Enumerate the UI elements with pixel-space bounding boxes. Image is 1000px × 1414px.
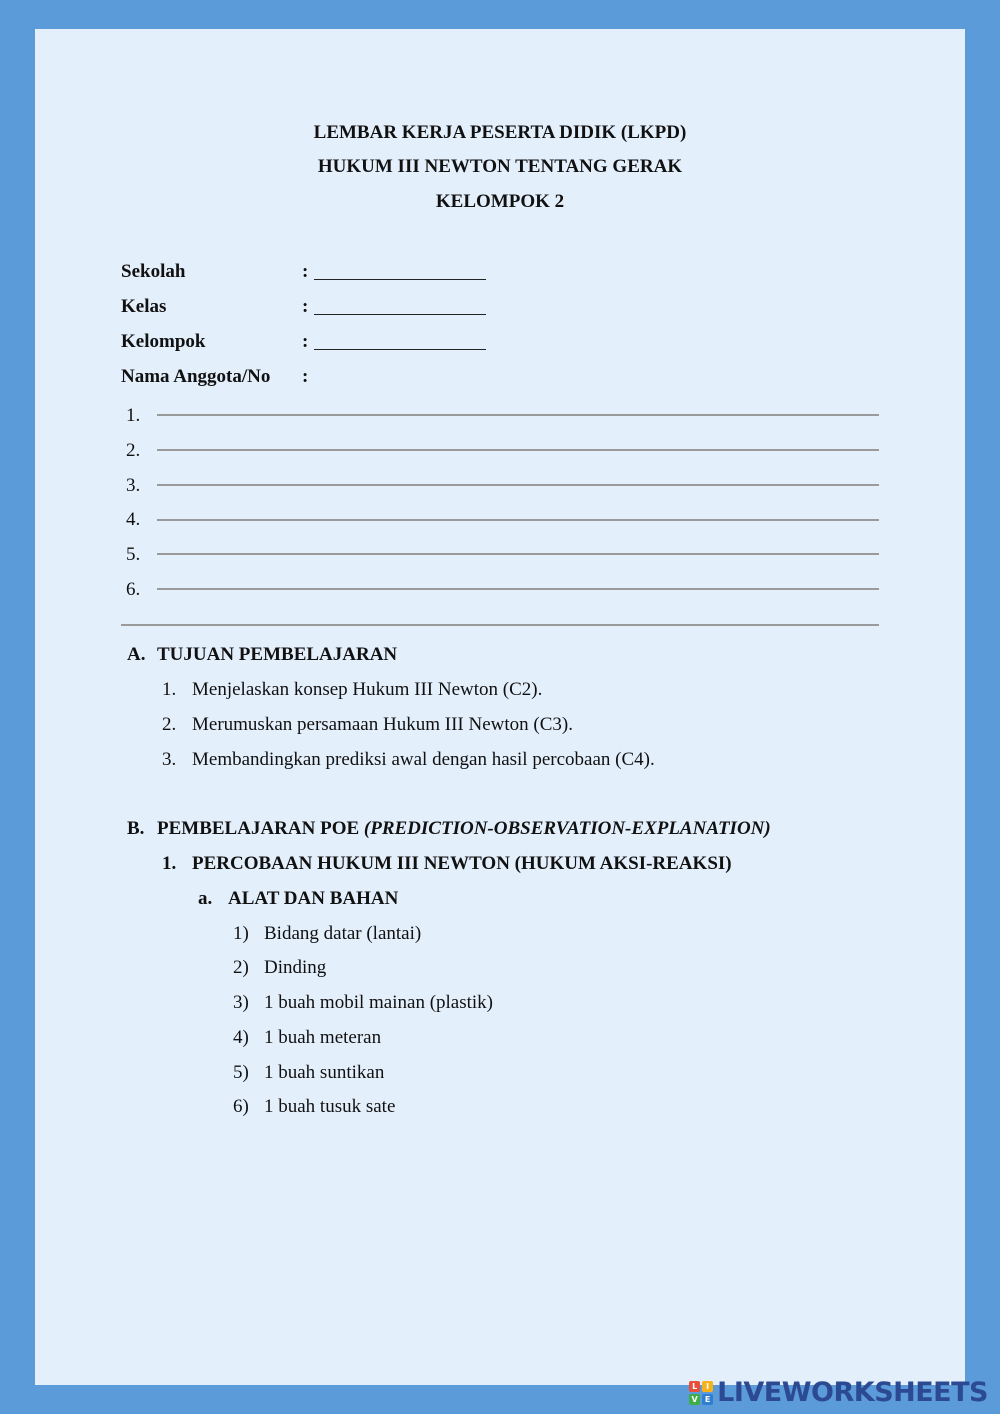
logo-tile: V xyxy=(689,1394,700,1405)
field-label-nama-anggota: Nama Anggota/No xyxy=(121,366,271,387)
material-text: Bidang datar (lantai) xyxy=(264,923,422,944)
header-title-2: HUKUM III NEWTON TENTANG GERAK xyxy=(317,156,683,177)
liveworksheets-logo xyxy=(689,1377,988,1408)
member-line-3[interactable] xyxy=(157,484,879,486)
section-b-letter: B. xyxy=(127,818,145,839)
kelompok-blank[interactable] xyxy=(314,349,486,350)
member-line-6[interactable] xyxy=(157,588,879,590)
objective-number: 1. xyxy=(162,679,177,700)
member-number: 5. xyxy=(126,544,141,565)
sekolah-blank[interactable] xyxy=(314,279,486,280)
logo-tile: L xyxy=(689,1381,700,1392)
section-b-title-italic: (PREDICTION-OBSERVATION-EXPLANATION) xyxy=(363,818,771,839)
material-text: 1 buah mobil mainan (plastik) xyxy=(264,992,494,1013)
material-text: 1 buah suntikan xyxy=(264,1062,385,1083)
material-text: 1 buah tusuk sate xyxy=(264,1096,396,1117)
header-title-1: LEMBAR KERJA PESERTA DIDIK (LKPD) xyxy=(313,122,687,143)
material-number: 6) xyxy=(233,1096,249,1117)
field-colon: : xyxy=(302,296,309,317)
member-line-5[interactable] xyxy=(157,553,879,555)
field-colon: : xyxy=(302,366,309,387)
objective-number: 3. xyxy=(162,749,177,770)
subsubsection-letter: a. xyxy=(198,888,213,909)
field-label-kelas: Kelas xyxy=(121,296,167,317)
member-number: 6. xyxy=(126,579,141,600)
logo-tile: I xyxy=(702,1381,713,1392)
member-line-2[interactable] xyxy=(157,449,879,451)
material-number: 5) xyxy=(233,1062,249,1083)
section-a-title: TUJUAN PEMBELAJARAN xyxy=(157,644,398,665)
field-label-kelompok: Kelompok xyxy=(121,331,206,352)
section-b-title: PEMBELAJARAN POE (PREDICTION-OBSERVATION-EXPLANATION) xyxy=(157,818,771,839)
subsection-title: PERCOBAAN HUKUM III NEWTON (HUKUM AKSI-REAKSI) xyxy=(192,853,732,874)
liveworksheets-logo-icon xyxy=(689,1381,713,1405)
member-line-4[interactable] xyxy=(157,519,879,521)
field-colon: : xyxy=(302,261,309,282)
subsection-number: 1. xyxy=(162,853,177,874)
objective-number: 2. xyxy=(162,714,177,735)
objective-text: Membandingkan prediksi awal dengan hasil percobaan (C4). xyxy=(192,749,655,770)
section-divider xyxy=(121,624,879,626)
member-number: 3. xyxy=(126,475,141,496)
logo-text: LIVEWORKSHEETS xyxy=(717,1377,988,1408)
logo-tile: E xyxy=(702,1394,713,1405)
field-label-sekolah: Sekolah xyxy=(121,261,186,282)
section-a-letter: A. xyxy=(127,644,146,665)
worksheet-page xyxy=(35,29,965,1385)
kelas-blank[interactable] xyxy=(314,314,486,315)
material-text: Dinding xyxy=(264,957,327,978)
material-number: 2) xyxy=(233,957,249,978)
objective-text: Merumuskan persamaan Hukum III Newton (C3). xyxy=(192,714,573,735)
subsubsection-title: ALAT DAN BAHAN xyxy=(228,888,399,909)
member-number: 2. xyxy=(126,440,141,461)
material-number: 1) xyxy=(233,923,249,944)
material-number: 4) xyxy=(233,1027,249,1048)
objective-text: Menjelaskan konsep Hukum III Newton (C2). xyxy=(192,679,543,700)
material-text: 1 buah meteran xyxy=(264,1027,382,1048)
member-line-1[interactable] xyxy=(157,414,879,416)
member-number: 1. xyxy=(126,405,141,426)
field-colon: : xyxy=(302,331,309,352)
header-title-3: KELOMPOK 2 xyxy=(435,191,565,212)
member-number: 4. xyxy=(126,509,141,530)
material-number: 3) xyxy=(233,992,249,1013)
